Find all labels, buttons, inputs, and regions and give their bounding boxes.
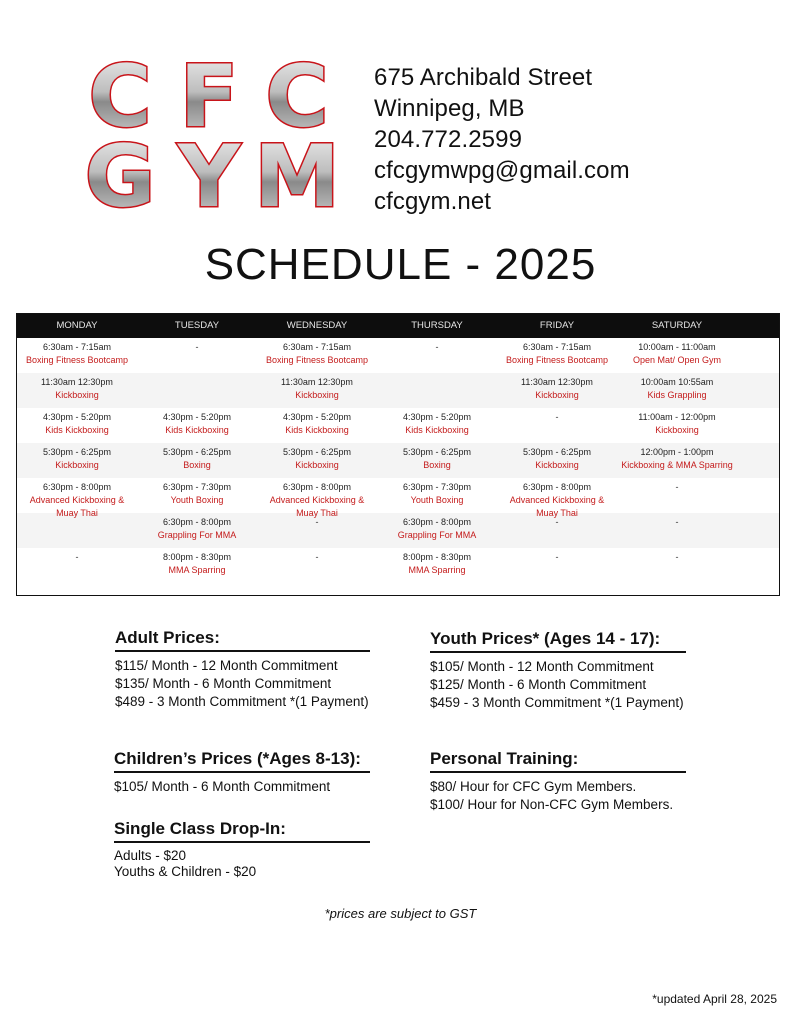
schedule-cell [497, 548, 617, 583]
class-time: 4:30pm - 5:20pm [282, 412, 352, 422]
class-time: 6:30pm - 8:00pm [522, 482, 592, 492]
schedule-row [17, 373, 779, 408]
class-time: 11:30am 12:30pm [521, 377, 593, 387]
day-header: WEDNESDAY [286, 320, 348, 331]
class-time: 5:30pm - 6:25pm [522, 447, 592, 457]
class-time: 10:00am 10:55am [640, 377, 714, 387]
class-name: Advanced Kickboxing & [509, 495, 605, 505]
schedule-cell [17, 443, 137, 478]
schedule-cell [377, 478, 497, 513]
class-name: Open Mat/ Open Gym [632, 355, 722, 365]
email-line[interactable]: cfcgymwpg@gmail.com [374, 157, 630, 184]
schedule-cell [497, 478, 617, 518]
schedule-cell [377, 513, 497, 548]
divider [115, 650, 370, 652]
schedule-cell [617, 478, 737, 513]
day-header: SATURDAY [651, 320, 703, 331]
class-time: 11:00am - 12:00pm [638, 412, 716, 422]
class-name: Boxing [183, 460, 211, 470]
schedule-cell [617, 513, 737, 548]
schedule-table [16, 313, 780, 596]
personal-training-heading: Personal Training: [430, 749, 579, 768]
schedule-cell [377, 443, 497, 478]
class-name: Kids Kickboxing [285, 425, 349, 435]
class-name: Youth Boxing [410, 495, 464, 505]
schedule-cell [377, 338, 497, 373]
divider [114, 771, 370, 773]
page-title: SCHEDULE - 2025 [204, 240, 597, 289]
price-line: $459 - 3 Month Commitment *(1 Payment) [430, 695, 684, 710]
schedule-cell [137, 338, 257, 373]
class-name: Muay Thai [536, 508, 578, 518]
schedule-cell [257, 548, 377, 583]
class-name: Kids Kickboxing [405, 425, 469, 435]
price-line: $100/ Hour for Non-CFC Gym Members. [430, 797, 674, 812]
schedule-cell [257, 513, 377, 548]
updated-date: *updated April 28, 2025 [652, 992, 777, 1006]
class-name: Youth Boxing [170, 495, 224, 505]
price-line: $135/ Month - 6 Month Commitment [115, 676, 332, 691]
schedule-cell [137, 373, 257, 408]
youth-prices-heading: Youth Prices* (Ages 14 - 17): [430, 629, 661, 648]
price-line: Adults - $20 [114, 848, 187, 863]
class-time: 6:30pm - 7:30pm [162, 482, 232, 492]
price-line: $80/ Hour for CFC Gym Members. [430, 779, 637, 794]
schedule-cell [17, 373, 137, 408]
youth-prices [430, 629, 686, 712]
schedule-cell [17, 478, 137, 518]
empty-slot: - [675, 552, 679, 562]
class-time: 6:30am - 7:15am [42, 342, 112, 352]
class-time: 8:00pm - 8:30pm [402, 552, 472, 562]
class-time: 4:30pm - 5:20pm [402, 412, 472, 422]
class-name: Muay Thai [56, 508, 98, 518]
schedule-cell [257, 338, 377, 373]
class-name: Boxing Fitness Bootcamp [265, 355, 369, 365]
price-line: $105/ Month - 12 Month Commitment [430, 659, 654, 674]
schedule-cell [17, 513, 137, 548]
class-time: 6:30am - 7:15am [522, 342, 592, 352]
schedule-cell [497, 408, 617, 443]
class-time: 5:30pm - 6:25pm [402, 447, 472, 457]
class-name: Kickboxing [55, 390, 99, 400]
day-header: THURSDAY [411, 320, 463, 331]
adult-prices-heading: Adult Prices: [115, 628, 220, 647]
divider [430, 651, 686, 653]
class-name: Kids Kickboxing [165, 425, 229, 435]
day-header: MONDAY [56, 320, 98, 331]
schedule-cell [617, 338, 737, 373]
class-time: 5:30pm - 6:25pm [162, 447, 232, 457]
schedule-cell [617, 373, 737, 408]
schedule-row [17, 513, 779, 548]
drop-in-heading: Single Class Drop-In: [114, 819, 286, 838]
cfc-gym-logo [72, 56, 344, 216]
drop-in-prices [114, 819, 370, 880]
schedule-row [17, 548, 779, 583]
schedule-cell [257, 478, 377, 518]
svg-text:F: F [179, 56, 239, 147]
class-name: Advanced Kickboxing & [269, 495, 365, 505]
class-name: Kickboxing [55, 460, 99, 470]
city-line: Winnipeg, MB [374, 95, 525, 122]
class-time: 5:30pm - 6:25pm [42, 447, 112, 457]
schedule-row [17, 478, 779, 518]
class-time: 6:30pm - 8:00pm [162, 517, 232, 527]
price-line: Youths & Children - $20 [114, 864, 257, 879]
schedule-cell [137, 513, 257, 548]
class-time: 10:00am - 11:00am [638, 342, 716, 352]
empty-slot: - [675, 482, 679, 492]
personal-training-prices [430, 749, 686, 814]
schedule-body [17, 338, 779, 583]
schedule-cell [497, 513, 617, 548]
svg-text:C: C [88, 56, 152, 147]
class-time: 4:30pm - 5:20pm [42, 412, 112, 422]
class-time: 5:30pm - 6:25pm [282, 447, 352, 457]
divider [114, 841, 370, 843]
class-time: 6:30am - 7:15am [282, 342, 352, 352]
schedule-cell [617, 443, 737, 478]
class-time: 4:30pm - 5:20pm [162, 412, 232, 422]
schedule-cell [137, 478, 257, 513]
class-name: MMA Sparring [408, 565, 466, 575]
contact-block [374, 62, 630, 217]
schedule-row [17, 338, 779, 373]
price-line: $115/ Month - 12 Month Commitment [115, 658, 338, 673]
class-name: Kickboxing [535, 460, 579, 470]
empty-slot: - [75, 552, 79, 562]
class-name: Advanced Kickboxing & [29, 495, 125, 505]
class-name: Muay Thai [296, 508, 338, 518]
class-time: 11:30am 12:30pm [41, 377, 113, 387]
price-line: $489 - 3 Month Commitment *(1 Payment) [115, 694, 369, 709]
price-line: $125/ Month - 6 Month Commitment [430, 677, 647, 692]
schedule-header-row [17, 314, 779, 338]
adult-prices [115, 628, 370, 711]
class-name: Grappling For MMA [157, 530, 237, 540]
class-time: 11:30am 12:30pm [281, 377, 353, 387]
empty-slot: - [315, 552, 319, 562]
schedule-cell [257, 443, 377, 478]
empty-slot: - [555, 412, 559, 422]
schedule-cell [497, 443, 617, 478]
phone-line: 204.772.2599 [374, 126, 523, 153]
schedule-cell [257, 408, 377, 443]
gst-note: *prices are subject to GST [324, 906, 477, 921]
svg-text:Y: Y [177, 127, 241, 216]
class-name: Kickboxing [295, 390, 339, 400]
class-time: 6:30pm - 8:00pm [282, 482, 352, 492]
class-name: Boxing [423, 460, 451, 470]
divider [430, 771, 686, 773]
empty-slot: - [315, 517, 319, 527]
schedule-cell [17, 338, 137, 373]
svg-text:C: C [265, 56, 329, 147]
schedule-row [17, 408, 779, 443]
class-time: 6:30pm - 8:00pm [42, 482, 112, 492]
schedule-cell [137, 408, 257, 443]
empty-slot: - [435, 342, 439, 352]
svg-text:M: M [254, 127, 340, 216]
empty-slot: - [195, 342, 199, 352]
class-name: Kickboxing [535, 390, 579, 400]
class-name: Kids Kickboxing [45, 425, 109, 435]
class-time: 12:00pm - 1:00pm [640, 447, 714, 457]
schedule-cell [617, 548, 737, 583]
empty-slot: - [555, 517, 559, 527]
schedule-cell [377, 548, 497, 583]
svg-text:G: G [84, 127, 156, 216]
schedule-cell [617, 408, 737, 443]
class-name: Kickboxing & MMA Sparring [621, 460, 733, 470]
schedule-cell [137, 548, 257, 583]
day-header: TUESDAY [174, 320, 220, 331]
class-name: Kids Grappling [647, 390, 707, 400]
children-prices-heading: Children’s Prices (*Ages 8-13): [114, 749, 361, 768]
address-line: 675 Archibald Street [374, 64, 593, 91]
schedule-cell [377, 373, 497, 408]
schedule-cell [17, 408, 137, 443]
class-name: Boxing Fitness Bootcamp [25, 355, 129, 365]
price-line: $105/ Month - 6 Month Commitment [114, 779, 331, 794]
class-name: Grappling For MMA [397, 530, 477, 540]
schedule-cell [497, 373, 617, 408]
class-time: 6:30pm - 7:30pm [402, 482, 472, 492]
class-name: Boxing Fitness Bootcamp [505, 355, 609, 365]
website-line[interactable]: cfcgym.net [374, 188, 492, 215]
empty-slot: - [555, 552, 559, 562]
schedule-cell [257, 373, 377, 408]
schedule-row [17, 443, 779, 478]
class-name: Kickboxing [655, 425, 699, 435]
class-name: Kickboxing [295, 460, 339, 470]
day-header: FRIDAY [539, 320, 575, 331]
schedule-cell [497, 338, 617, 373]
class-name: MMA Sparring [168, 565, 226, 575]
class-time: 8:00pm - 8:30pm [162, 552, 232, 562]
class-time: 6:30pm - 8:00pm [402, 517, 472, 527]
children-prices [114, 749, 370, 796]
schedule-cell [377, 408, 497, 443]
schedule-cell [137, 443, 257, 478]
schedule-cell [17, 548, 137, 583]
empty-slot: - [675, 517, 679, 527]
